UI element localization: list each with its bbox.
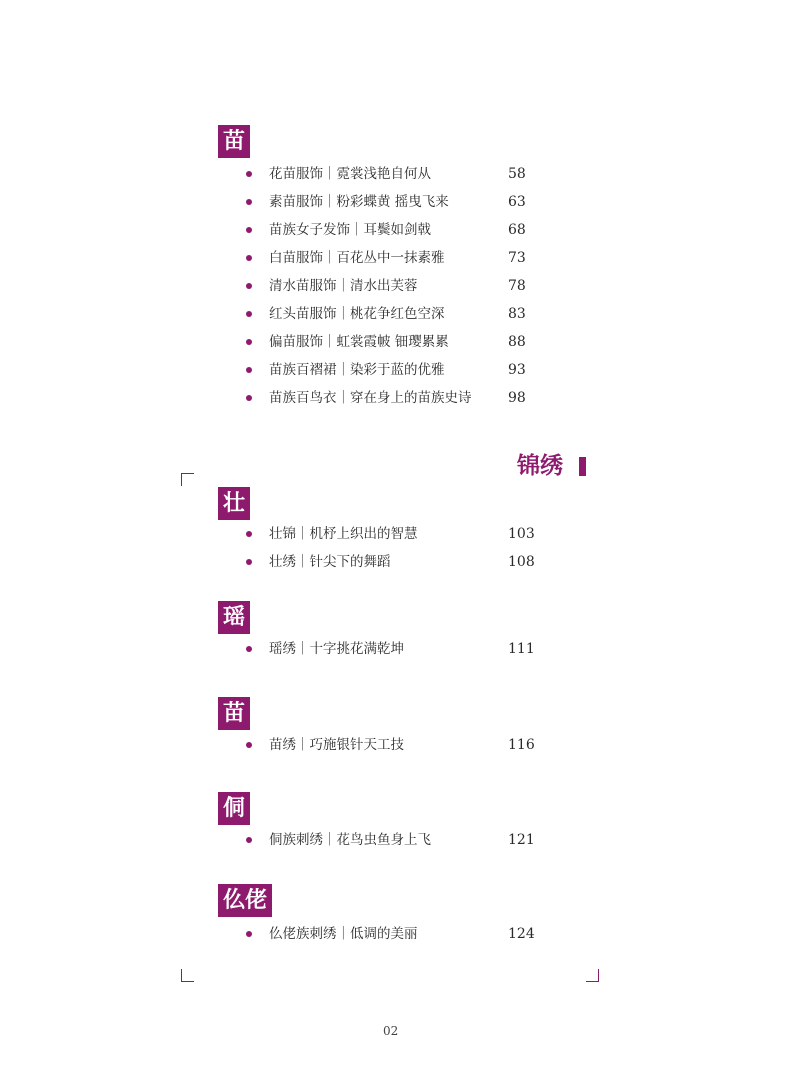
section-heading: 锦绣 — [517, 452, 563, 479]
entry-title: 壮锦｜机杼上织出的智慧 — [269, 526, 418, 542]
entry-title: 侗族刺绣｜花鸟虫鱼身上飞 — [269, 832, 431, 848]
page-number: 02 — [383, 1024, 399, 1038]
bullet-icon — [246, 837, 252, 843]
toc-entry[interactable] — [246, 635, 546, 663]
bullet-icon — [246, 367, 252, 373]
toc-entry[interactable] — [246, 272, 546, 300]
group-label: 苗 — [218, 125, 250, 158]
entry-page: 108 — [508, 554, 535, 570]
toc-entry[interactable] — [246, 520, 546, 548]
group-label: 壮 — [218, 487, 250, 520]
entry-page: 111 — [508, 641, 535, 657]
entry-title: 苗绣｜巧施银针天工技 — [269, 737, 404, 753]
bullet-icon — [246, 531, 252, 537]
toc-entry[interactable] — [246, 920, 546, 948]
entry-page: 98 — [508, 390, 526, 406]
entry-title: 仫佬族刺绣｜低调的美丽 — [269, 926, 418, 942]
entry-title: 苗族百褶裙｜染彩于蓝的优雅 — [269, 362, 445, 378]
entry-page: 88 — [508, 334, 526, 350]
entry-title: 苗族百鸟衣｜穿在身上的苗族史诗 — [269, 390, 472, 406]
entry-title: 红头苗服饰｜桃花争红色空深 — [269, 306, 445, 322]
bullet-icon — [246, 646, 252, 652]
bullet-icon — [246, 931, 252, 937]
entry-title: 偏苗服饰｜虹裳霞帔 钿璎累累 — [269, 334, 449, 350]
toc-entry[interactable] — [246, 384, 546, 412]
toc-entry[interactable] — [246, 300, 546, 328]
entry-page: 63 — [508, 194, 526, 210]
entry-page: 68 — [508, 222, 526, 238]
toc-entry[interactable] — [246, 216, 546, 244]
group-label: 瑶 — [218, 601, 250, 634]
entry-title: 瑶绣｜十字挑花满乾坤 — [269, 641, 404, 657]
group-label: 仫佬 — [218, 884, 272, 917]
corner-mark-bottom-left — [181, 969, 194, 982]
group-label: 侗 — [218, 792, 250, 825]
entry-page: 116 — [508, 737, 535, 753]
corner-mark-bottom-right — [586, 969, 599, 982]
entry-page: 124 — [508, 926, 535, 942]
entry-page: 103 — [508, 526, 535, 542]
toc-entry[interactable] — [246, 548, 546, 576]
bullet-icon — [246, 227, 252, 233]
bullet-icon — [246, 395, 252, 401]
bullet-icon — [246, 742, 252, 748]
heading-bar — [579, 457, 586, 476]
toc-entry[interactable] — [246, 244, 546, 272]
bullet-icon — [246, 171, 252, 177]
entry-page: 78 — [508, 278, 526, 294]
entry-page: 83 — [508, 306, 526, 322]
bullet-icon — [246, 283, 252, 289]
entry-page: 58 — [508, 166, 526, 182]
toc-entry[interactable] — [246, 826, 546, 854]
entry-title: 素苗服饰｜粉彩蝶黄 摇曳飞来 — [269, 194, 449, 210]
bullet-icon — [246, 339, 252, 345]
toc-entry[interactable] — [246, 160, 546, 188]
entry-title: 苗族女子发饰｜耳鬓如剑戟 — [269, 222, 431, 238]
toc-entry[interactable] — [246, 731, 546, 759]
bullet-icon — [246, 311, 252, 317]
entry-page: 93 — [508, 362, 526, 378]
corner-mark-top-left — [181, 473, 194, 486]
group-label: 苗 — [218, 697, 250, 730]
entry-title: 花苗服饰｜霓裳浅艳自何从 — [269, 166, 431, 182]
bullet-icon — [246, 255, 252, 261]
bullet-icon — [246, 559, 252, 565]
bullet-icon — [246, 199, 252, 205]
toc-entry[interactable] — [246, 328, 546, 356]
entry-page: 121 — [508, 832, 535, 848]
toc-entry[interactable] — [246, 188, 546, 216]
entry-title: 壮绣｜针尖下的舞蹈 — [269, 554, 391, 570]
entry-title: 白苗服饰｜百花丛中一抹素雅 — [269, 250, 445, 266]
entry-title: 清水苗服饰｜清水出芙蓉 — [269, 278, 418, 294]
entry-page: 73 — [508, 250, 526, 266]
toc-entry[interactable] — [246, 356, 546, 384]
